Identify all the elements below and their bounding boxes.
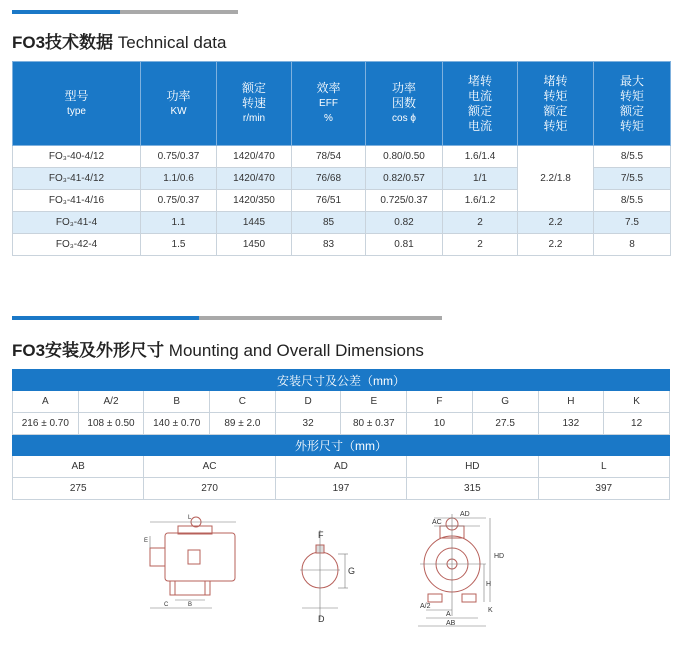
tech-header-cell [443, 62, 518, 146]
table-cell: 0.81 [366, 234, 443, 256]
install-header-row [13, 370, 670, 391]
table-cell: 1/1 [443, 168, 518, 190]
shaft-label-F: F [318, 530, 324, 540]
section2-gray-bar [199, 316, 442, 320]
install-vals-row [13, 413, 670, 435]
dimension-cell: 89 ± 2.0 [210, 413, 276, 435]
table-row [13, 146, 671, 168]
overall-cols-row [13, 456, 670, 478]
dimension-cell: 315 [407, 478, 538, 500]
table-cell: 8/5.5 [594, 190, 671, 212]
dimension-cell: B [144, 391, 210, 413]
front-label-A2: A/2 [420, 603, 431, 610]
dimension-cell: A/2 [78, 391, 144, 413]
tech-header-cn: 型号 [64, 88, 89, 103]
side-label-E: E [144, 538, 149, 544]
tech-header-cell [366, 62, 443, 146]
tech-header-cell [141, 62, 217, 146]
dimension-cell: AC [144, 456, 275, 478]
tech-header-en: KW [170, 105, 187, 117]
table-cell: 0.82/0.57 [366, 168, 443, 190]
table-cell: 0.75/0.37 [141, 190, 217, 212]
dimension-cell: 27.5 [472, 413, 538, 435]
tech-header-cn: 额定 转速 [241, 81, 266, 110]
table-cell: 1420/470 [217, 146, 292, 168]
overall-header-row-label: 外形尺寸（mm） [13, 435, 670, 456]
dimension-cell: 270 [144, 478, 275, 500]
dimension-cell: AD [275, 456, 406, 478]
dimension-cell: L [538, 456, 670, 478]
table-cell: 2.2 [518, 234, 594, 256]
tech-header-cell [518, 62, 594, 146]
dimension-cell: G [472, 391, 538, 413]
table-cell: 0.82 [366, 212, 443, 234]
table-cell: 0.75/0.37 [141, 146, 217, 168]
table-row [13, 234, 671, 256]
front-label-H: H [486, 581, 492, 588]
table-cell: FO₃-41-4/12 [13, 168, 141, 190]
table-cell: FO₃-41-4/16 [13, 190, 141, 212]
table-cell: 7.5 [594, 212, 671, 234]
tech-header-en: r/min [242, 113, 266, 124]
dimension-cell: 197 [275, 478, 406, 500]
mounting-dimensions-table [12, 369, 670, 500]
table-cell: 0.725/0.37 [366, 190, 443, 212]
table-cell: 7/5.5 [594, 168, 671, 190]
section1-accent-bar [12, 10, 120, 14]
dimension-cell: A [13, 391, 79, 413]
table-cell: 0.80/0.50 [366, 146, 443, 168]
dimension-cell: 108 ± 0.50 [78, 413, 144, 435]
table-cell: 78/54 [292, 146, 366, 168]
table-cell: 2 [443, 234, 518, 256]
install-cols-row [13, 391, 670, 413]
side-label-C: C [164, 602, 169, 608]
dimension-cell: 140 ± 0.70 [144, 413, 210, 435]
dimension-cell: 132 [538, 413, 604, 435]
table-cell: 1420/350 [217, 190, 292, 212]
table-header-row [13, 62, 671, 146]
table-cell: FO₃-42-4 [13, 234, 141, 256]
side-view-drawing [150, 517, 235, 595]
table-cell: 1.6/1.2 [443, 190, 518, 212]
tech-header-cell [217, 62, 292, 146]
dimension-cell: 10 [407, 413, 473, 435]
front-label-AC: AC [432, 519, 442, 526]
table-cell: 85 [292, 212, 366, 234]
tech-header-cell [292, 62, 366, 146]
shaft-label-D: D [318, 614, 325, 624]
table-cell: 1.1 [141, 212, 217, 234]
table-cell: 2.2/1.8 [518, 146, 594, 212]
table-cell: 1.1/0.6 [141, 168, 217, 190]
tech-header-cn: 功率 因数 [391, 81, 416, 110]
dimension-cell: F [407, 391, 473, 413]
tech-header-en: type [67, 105, 86, 117]
tech-header-en: EFF % [319, 98, 338, 124]
section2-accent-bar [12, 316, 199, 320]
dimension-cell: 216 ± 0.70 [13, 413, 79, 435]
dimension-cell: C [210, 391, 276, 413]
tech-header-cn: 堵转 转矩 额定 转矩 [543, 73, 568, 133]
table-cell: 1.6/1.4 [443, 146, 518, 168]
tech-header-cn: 最大 转矩 额定 转矩 [619, 73, 644, 133]
dimension-cell: 12 [604, 413, 670, 435]
dimension-cell: 32 [275, 413, 341, 435]
tech-header-cn: 效率 [316, 81, 341, 95]
front-label-K: K [488, 607, 493, 614]
overall-header-row [13, 435, 670, 456]
side-label-B: B [188, 602, 193, 608]
front-label-AB: AB [446, 620, 456, 627]
table-cell: 2.2 [518, 212, 594, 234]
section2-title: FO3安装及外形尺寸 Mounting and Overall Dimensions [12, 341, 424, 360]
section1-title: FO3技术数据 Technical data [12, 33, 227, 52]
dimension-cell: E [341, 391, 407, 413]
tech-header-cn: 功率 [166, 88, 191, 103]
table-cell: 76/51 [292, 190, 366, 212]
table-cell: 1420/470 [217, 168, 292, 190]
front-label-AD: AD [460, 511, 470, 518]
table-cell: 2 [443, 212, 518, 234]
side-label-L: L [188, 515, 192, 521]
table-cell: 76/68 [292, 168, 366, 190]
front-label-HD: HD [494, 553, 505, 560]
dimension-cell: K [604, 391, 670, 413]
table-cell: 1445 [217, 212, 292, 234]
dimension-cell: H [538, 391, 604, 413]
dimension-cell: 275 [13, 478, 144, 500]
install-header-row-label: 安装尺寸及公差（mm） [13, 370, 670, 391]
dimension-cell: AB [13, 456, 144, 478]
table-cell: FO₃-40-4/12 [13, 146, 141, 168]
dimension-cell: HD [407, 456, 538, 478]
table-cell: 1.5 [141, 234, 217, 256]
section1-gray-bar [120, 10, 238, 14]
front-label-A: A [446, 611, 451, 618]
dimension-drawings [0, 508, 680, 649]
technical-data-table [12, 61, 671, 256]
overall-vals-row [13, 478, 670, 500]
dimension-cell: 80 ± 0.37 [341, 413, 407, 435]
table-cell: 83 [292, 234, 366, 256]
table-cell: FO₃-41-4 [13, 212, 141, 234]
tech-header-cell [594, 62, 671, 146]
table-row [13, 212, 671, 234]
dimension-cell: D [275, 391, 341, 413]
table-cell: 1450 [217, 234, 292, 256]
tech-header-cn: 堵转 电流 额定 电流 [467, 73, 492, 133]
tech-header-cell [13, 62, 141, 146]
dimension-cell: 397 [538, 478, 670, 500]
tech-header-en: cos ϕ [392, 113, 416, 124]
table-cell: 8 [594, 234, 671, 256]
shaft-label-G: G [348, 566, 356, 576]
table-cell: 8/5.5 [594, 146, 671, 168]
